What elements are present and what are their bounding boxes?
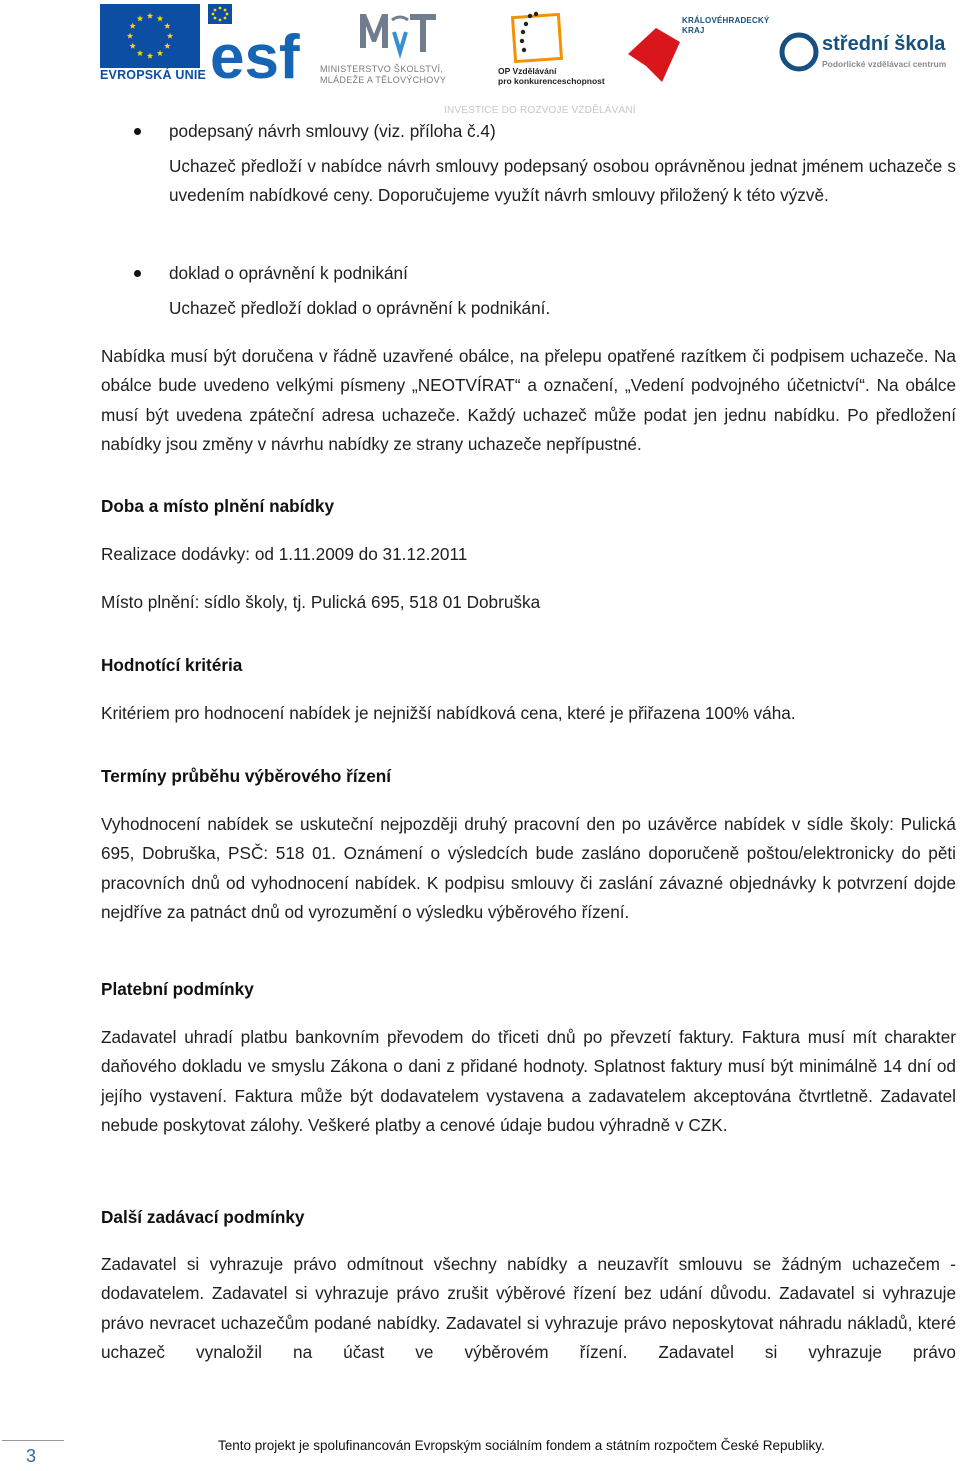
realizace-dodavky: Realizace dodávky: od 1.11.2009 do 31.12.2011 [101, 544, 468, 564]
misto-plneni: Místo plnění: sídlo školy, tj. Pulická 695, 518 01 Dobruška [101, 592, 541, 612]
op-line1: OP Vzdělávání [498, 66, 557, 76]
bullet-text-smlouva: Uchazeč předloží v nabídce návrh smlouvy podepsaný osobou oprávněnou jednat jménem uchazeče s uvedením nabídkové ceny. Doporučujeme využít návrh smlouvy přiložený k této výzvě. [169, 156, 956, 206]
dalsi-text: Zadavatel si vyhrazuje právo odmítnout všechny nabídky a neuzavřít smlouvu se žádným uchazečem - dodavatelem. Zadavatel si vyhrazuje právo zrušit výběrové řízení bez udání důvodu. Zadavatel si vyhrazuje právo nevracet uchazečům podané nabídky. Zadavatel si vyhrazuje právo neposkytovat náhradu nákladů, které uchazeč vynaložil na účast ve výběrovém řízení. Zadavatel si vyhrazuje právo [101, 1254, 956, 1362]
msmt-name-line2: MLÁDEŽE A TĚLOVÝCHOVY [320, 75, 447, 85]
op-line2: pro konkurenceschopnost [498, 76, 605, 86]
bullet-dot [134, 270, 141, 277]
skola-title: střední škola [822, 33, 946, 55]
kraj-icon [626, 14, 682, 86]
kralovehradecky-kraj-logo [626, 14, 776, 86]
esf-logo [208, 4, 304, 84]
footer-text: Tento projekt je spolufinancován Evropským sociálním fondem a státním rozpočtem České Republiky. [218, 1438, 825, 1453]
bullet-title-smlouva: podepsaný návrh smlouvy (viz. příloha č.4) [169, 121, 496, 141]
msmt-name-line1: MINISTERSTVO ŠKOLSTVÍ, [320, 64, 444, 74]
terminy-text: Vyhodnocení nabídek se uskuteční nejpozději druhý pracovní den po uzávěrce nabídek v sídle školy: Pulická 695, Dobruška, PSČ: 518 01. Oznámení o výsledcích bude zasláno doporučeně poštou/elektronicky do pěti pracovních dnů od vyhodnocení nabídek. K podpisu smlouvy či zaslání závazné objednávky k potvrzení dojde nejdříve za patnáct dnů od vyrozumění o výsledku výběrového řízení. [101, 814, 956, 922]
investice-tagline: INVESTICE DO ROZVOJE VZDĚLÁVÁNÍ [444, 105, 636, 116]
nabidka-paragraph: Nabídka musí být doručena v řádně uzavřené obálce, na přelepu opatřené razítkem či podpisem uchazeče. Na obálce bude uvedeno velkými písmeny „NEOTVÍRAT“ a označení, „Vedení podvojného účetnictví“. Na obálce musí být uvedena zpáteční adresa uchazeče. Každý uchazeč může podat jen jednu nabídku. Po předložení nabídky jsou změny v návrhu nabídky ze strany uchazeče nepřípustné. [101, 346, 956, 454]
kraj-line2: KRAJ [682, 26, 705, 35]
op-vzdelavani-icon [496, 10, 606, 66]
header-logos [0, 0, 960, 116]
page-number: 3 [26, 1446, 37, 1466]
heading-dalsi-podminky: Další zadávací podmínky [101, 1207, 305, 1227]
footer-rule [2, 1440, 64, 1441]
esf-logo-icon [208, 4, 304, 84]
esf-logo-text: esf [210, 23, 300, 84]
platebni-text: Zadavatel uhradí platbu bankovním převodem do třiceti dnů po převzetí faktury. Faktura musí mít charakter daňového dokladu ve smyslu Zákona o dani z přidané hodnoty. Splatnost faktury musí být minimálně 14 dní od jejího vystavení. Faktura může být dodavatelem vystavena a zadavatelem akceptována čtvrtletně. Zadavatel nebude poskytovat zálohy. Veškeré platby a cenové údaje budou výhradně v CZK. [101, 1027, 956, 1135]
heading-platebni-podminky: Platební podmínky [101, 979, 254, 999]
msmt-logo-icon [318, 8, 478, 64]
bullet-dot [134, 128, 141, 135]
msmt-logo [318, 8, 478, 88]
kriteria-text: Kritériem pro hodnocení nabídek je nejnižší nabídková cena, které je přiřazena 100% váha. [101, 703, 796, 723]
bullet-title-opravneni: doklad o oprávnění k podnikání [169, 263, 408, 283]
heading-terminy: Termíny průběhu výběrového řízení [101, 766, 392, 786]
stredni-skola-logo [778, 30, 958, 80]
skola-swirl-icon [778, 30, 820, 74]
eu-label: EVROPSKÁ UNIE [100, 68, 207, 82]
eu-flag-icon [100, 4, 200, 68]
heading-hodnotici-kriteria: Hodnotící kritéria [101, 655, 243, 675]
op-vzdelavani-logo [496, 10, 606, 88]
skola-subtitle: Podorlické vzdělávací centrum [822, 59, 947, 69]
bullet-text-opravneni: Uchazeč předloží doklad o oprávnění k podnikání. [169, 298, 551, 318]
heading-doba-misto: Doba a místo plnění nabídky [101, 496, 335, 516]
kraj-line1: KRÁLOVÉHRADECKÝ [682, 16, 770, 25]
